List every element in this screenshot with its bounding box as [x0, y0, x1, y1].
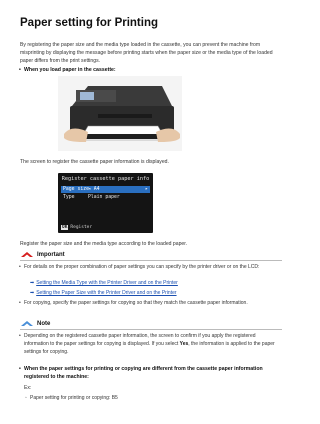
important-item-2-text: For copying, specify the paper settings for copying so that they match the cassette paper information.	[24, 300, 248, 306]
arrow-right-icon: ➡	[30, 280, 35, 286]
page-title: Paper setting for Printing	[20, 17, 159, 29]
link-paper-size[interactable]	[30, 290, 177, 298]
ex-label: Ex:	[24, 385, 32, 391]
link-media-type[interactable]	[30, 280, 178, 288]
note-icon	[20, 320, 34, 327]
note-item-bold-yes: Yes	[179, 340, 189, 347]
lcd-screen	[58, 173, 153, 233]
note-heading-text: Note	[37, 321, 51, 328]
important-icon	[20, 251, 34, 258]
bullet-load-paper-text: When you load paper in the cassette:	[24, 67, 116, 73]
lcd-ok-label: Register	[70, 225, 93, 230]
bullet-settings-differ-text: When the paper settings for printing or copying are different from the cassette paper information registered to the machine:	[24, 366, 263, 380]
important-heading-text: Important	[37, 252, 65, 259]
lcd-row-key: Type	[63, 195, 75, 200]
chevron-right-icon: ▸	[145, 187, 148, 192]
lcd-row-type[interactable]	[61, 194, 150, 201]
important-item-1	[19, 264, 280, 272]
ex-item	[25, 395, 286, 403]
note-item-text-pre: Depending on the registered cassette paper information, the screen to confirm if you apply the registered information to the paper settings for copying is displayed. If you select	[24, 333, 256, 347]
divider	[20, 260, 282, 261]
ok-key-icon: OK	[62, 225, 68, 230]
important-heading	[20, 251, 65, 258]
lcd-ok-register[interactable]	[61, 225, 92, 230]
important-item-1-text: For details on the proper combination of paper settings you can specify by the printer driver or on the LCD:	[24, 264, 260, 270]
lcd-row-value: ◂ A4	[88, 187, 100, 192]
note-heading	[20, 320, 50, 327]
lcd-row-key: Page size	[63, 187, 89, 192]
lcd-title: Register cassette paper info	[61, 176, 150, 182]
important-item-2	[19, 300, 280, 308]
lcd-row-page-size[interactable]	[61, 186, 150, 193]
link-paper-size-text[interactable]: Setting the Paper Size with the Printer Driver and on the Printer	[36, 290, 177, 296]
bullet-dot: •	[19, 366, 21, 372]
register-instruction: Register the paper size and the media type according to the loaded paper.	[20, 241, 188, 247]
link-media-type-text[interactable]: Setting the Media Type with the Printer Driver and on the Printer	[36, 280, 178, 286]
printer-illustration	[58, 76, 182, 151]
divider	[20, 329, 282, 330]
bullet-dot: •	[19, 333, 21, 339]
bullet-dot: ◦	[25, 395, 27, 401]
ex-item-text: Paper setting for printing or copying: B5	[30, 395, 118, 401]
arrow-right-icon: ➡	[30, 290, 35, 296]
screen-description: The screen to register the cassette paper information is displayed.	[20, 159, 169, 165]
note-item-text-post: , the information is applied to the paper settings for copying.	[24, 340, 275, 355]
bullet-load-paper	[19, 67, 116, 75]
bullet-dot: •	[19, 264, 21, 270]
intro-paragraph: By registering the paper size and the media type loaded in the cassette, you can prevent the machine from misprinting by displaying the message before printing starts when the paper size or the media type of the loaded paper differs from the print settings.	[20, 42, 273, 64]
lcd-row-value: Plain paper	[88, 195, 120, 200]
bullet-settings-differ	[19, 366, 282, 382]
note-item-1	[19, 333, 280, 356]
bullet-dot: •	[19, 67, 21, 73]
bullet-dot: •	[19, 300, 21, 306]
